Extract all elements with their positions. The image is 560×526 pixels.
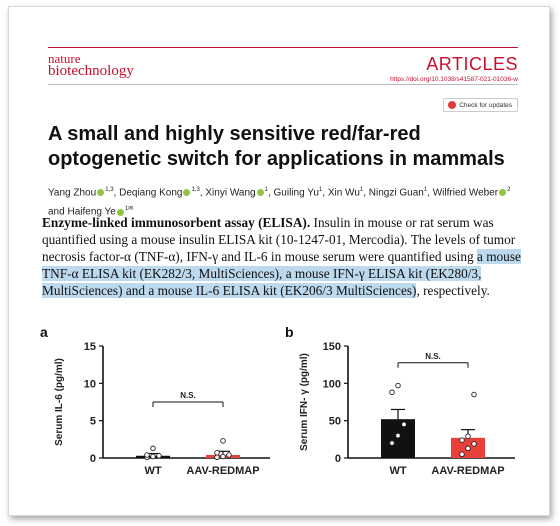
article-title: A small and highly sensitive red/far-red optogenetic switch for applications in mammals (48, 123, 505, 170)
orcid-icon[interactable] (257, 189, 264, 196)
author-affiliation: 2 (507, 187, 511, 193)
y-tick-label: 0 (89, 453, 96, 465)
data-point (227, 453, 232, 458)
data-point (151, 446, 156, 451)
author-name[interactable]: Wilfried Weber (432, 187, 499, 199)
data-point (402, 422, 407, 427)
y-axis-label: Serum IL-6 (pg/ml) (54, 358, 65, 446)
data-point (396, 433, 401, 438)
data-point (157, 453, 162, 458)
data-point (472, 392, 477, 397)
data-point (460, 438, 465, 443)
journal-logo-line2: biotechnology (48, 63, 134, 79)
significance-label: N.S. (180, 391, 196, 400)
journal-logo[interactable] (48, 52, 134, 78)
panel-a-label: a (40, 324, 48, 340)
methods-text: Insulin in mouse or rat serum was quantified using a mouse insulin ELISA kit (10-1247-01, Mercodia). The levels of tumor necrosis factor-α (TNF-α), IFN-γ and IL-6 in mouse serum were quantified using (42, 215, 516, 264)
significance-label: N.S. (425, 351, 441, 361)
highlighted-text: a mouse TNF-α ELISA kit (EK282/3, MultiSciences), a mouse IFN-γ ELISA kit (EK280/3, MultiSciences) and a mouse IL-6 ELISA kit (EK206/3 MultiSciences) (42, 249, 521, 298)
data-point (221, 439, 226, 444)
author-name[interactable]: Guiling Yu (273, 187, 319, 199)
data-point (390, 390, 395, 395)
x-tick-label: AAV-REDMAP (431, 465, 505, 477)
crossmark-icon (448, 101, 456, 109)
panel-b-label: b (285, 324, 294, 340)
y-tick-label: 50 (328, 415, 341, 428)
data-point (145, 453, 150, 458)
data-point (221, 454, 226, 459)
data-point (215, 450, 220, 455)
author-affiliation: 1✉ (124, 206, 134, 213)
author-separator: , (322, 187, 328, 199)
author-separator: , (267, 187, 274, 199)
author-separator: and (48, 206, 68, 218)
author-affiliation: 1,3 (191, 187, 200, 193)
author-name[interactable]: Xin Wu (327, 187, 360, 199)
x-tick-label: WT (389, 465, 407, 477)
chart-ifn-gamma (285, 338, 525, 488)
doi-link[interactable]: https://doi.org/10.1038/s41587-021-01036-w (390, 76, 518, 83)
header-divider (48, 84, 518, 85)
author-separator: , (199, 187, 206, 199)
y-tick-label: 150 (322, 341, 341, 353)
x-tick-label: WT (144, 465, 162, 477)
data-point (396, 383, 401, 388)
methods-heading: Enzyme-linked immunosorbent assay (ELISA). (42, 215, 311, 230)
author-affiliation: 1 (359, 187, 364, 193)
author-affiliation: 1,3 (105, 187, 114, 193)
chart-il6 (40, 338, 280, 488)
data-point (151, 454, 156, 459)
orcid-icon[interactable] (97, 189, 104, 196)
y-tick-label: 10 (83, 378, 96, 391)
data-point (215, 455, 220, 460)
y-tick-label: 5 (89, 415, 96, 428)
author-affiliation: 1 (318, 187, 323, 193)
data-point (466, 446, 471, 451)
author-affiliation: 1 (264, 187, 268, 193)
author-separator: , (363, 187, 369, 199)
methods-text-end: , respectively. (416, 283, 490, 298)
check-updates-button[interactable] (443, 98, 518, 112)
data-point (390, 441, 395, 446)
author-name[interactable]: Ningzi Guan (368, 187, 424, 199)
journal-logo-line1: nature (48, 51, 81, 66)
data-point (472, 442, 477, 447)
y-tick-label: 100 (322, 378, 341, 391)
bar (381, 419, 415, 458)
data-point (460, 452, 465, 457)
author-name[interactable]: Xinyi Wang (205, 187, 256, 199)
author-name[interactable]: Haifeng Ye (67, 206, 116, 218)
check-updates-label: Check for updates (459, 101, 512, 109)
data-point (466, 434, 471, 439)
orcid-icon[interactable] (183, 189, 190, 196)
author-name[interactable]: Yang Zhou (48, 187, 97, 199)
header-rule (48, 47, 518, 48)
section-label: ARTICLES (426, 54, 518, 74)
methods-paragraph (42, 214, 530, 299)
author-affiliation: 1 (423, 187, 428, 193)
y-axis-label: Serum IFN- γ (pg/ml) (299, 353, 310, 451)
x-tick-label: AAV-REDMAP (186, 465, 260, 477)
author-name[interactable]: Deqiang Kong (119, 187, 183, 199)
author-separator: , (427, 187, 433, 199)
y-tick-label: 15 (83, 341, 96, 353)
y-tick-label: 0 (334, 453, 341, 465)
author-separator: , (113, 187, 120, 199)
orcid-icon[interactable] (499, 189, 506, 196)
